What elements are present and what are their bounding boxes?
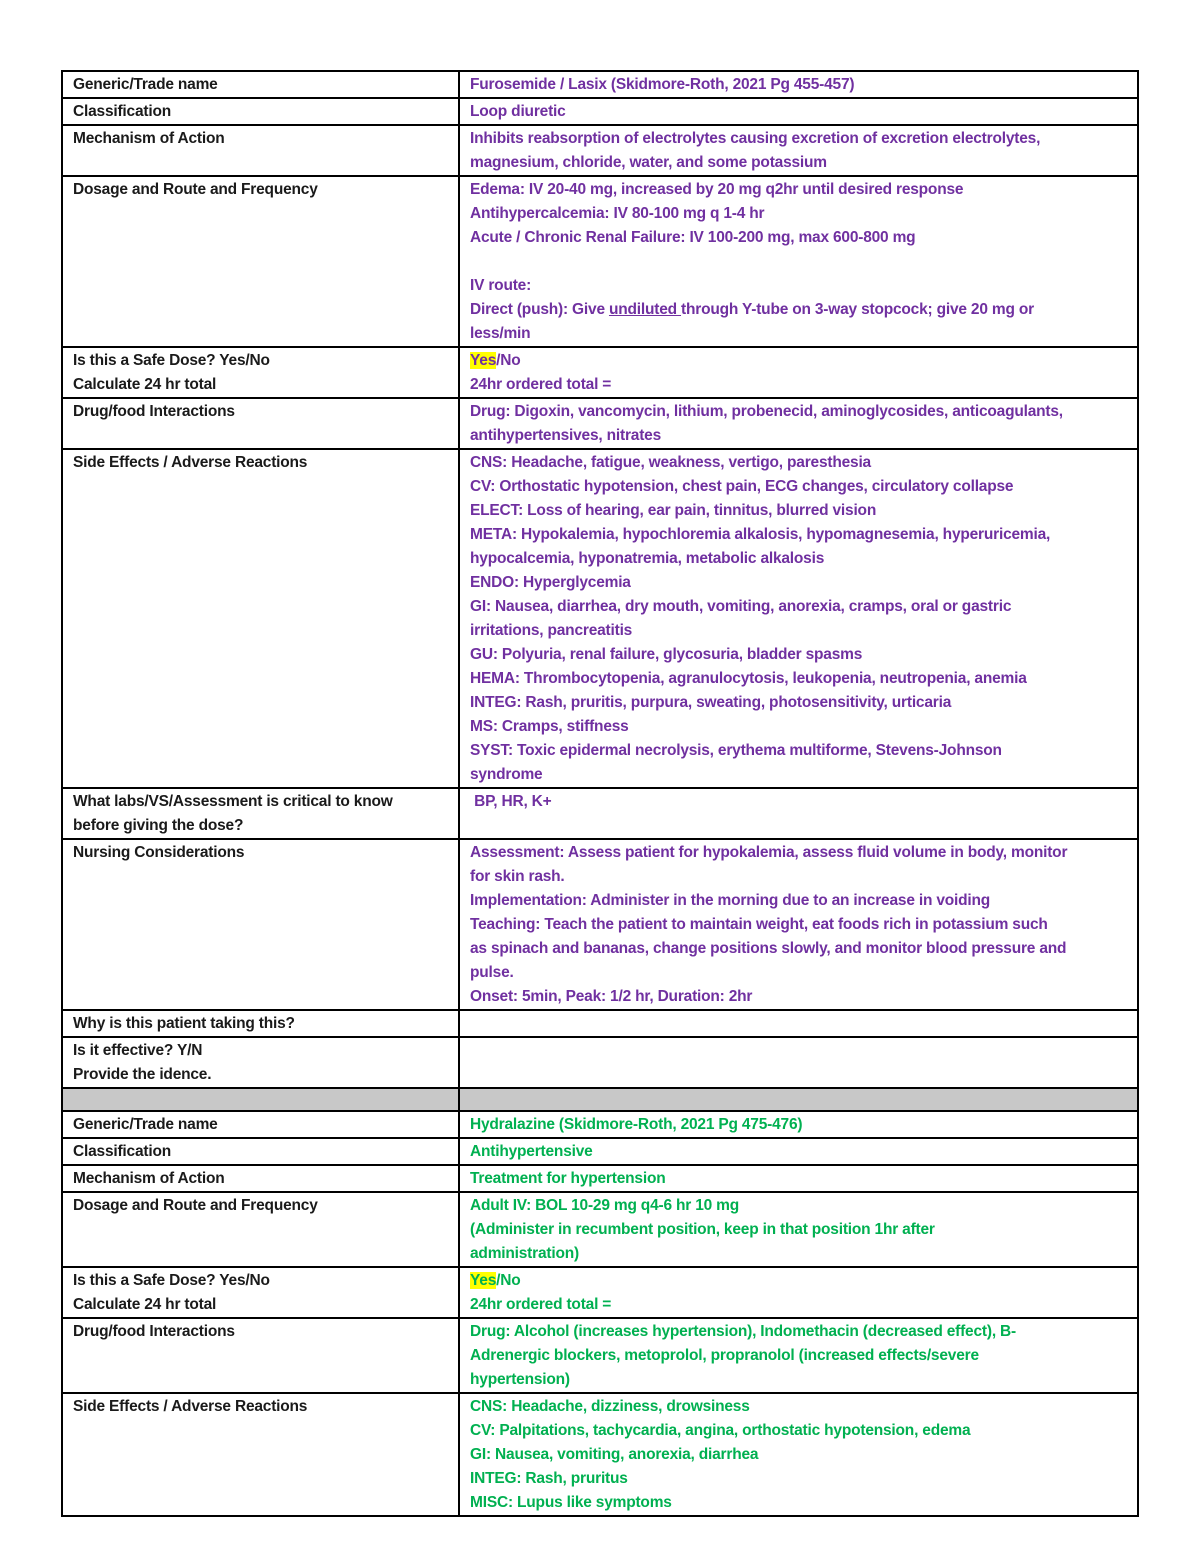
label-dosage-route-frequency: Dosage and Route and Frequency	[62, 176, 459, 347]
side-effect-line: ELECT: Loss of hearing, ear pain, tinnitus, blurred vision	[470, 502, 877, 519]
separator-cell	[62, 1088, 459, 1111]
moa-line: magnesium, chloride, water, and some potassium	[470, 154, 827, 171]
value-drug-food-interactions	[459, 1318, 1138, 1393]
value-dosage-route-frequency	[459, 1192, 1138, 1267]
no-text: /No	[496, 1272, 521, 1289]
label-classification: Classification	[62, 1138, 459, 1165]
direct-push-line-2: less/min	[470, 325, 531, 342]
label-nursing-considerations: Nursing Considerations	[62, 839, 459, 1010]
drug-card-table	[61, 70, 1139, 1517]
side-effect-line: META: Hypokalemia, hypochloremia alkalosis, hypomagnesemia, hyperuricemia,	[470, 526, 1051, 543]
value-is-effective[interactable]	[459, 1037, 1138, 1088]
interactions-line: antihypertensives, nitrates	[470, 427, 662, 444]
row-mechanism-2	[62, 1165, 1138, 1192]
row-dosage-2	[62, 1192, 1138, 1267]
label-generic-trade-name: Generic/Trade name	[62, 1111, 459, 1138]
row-side-effects-2	[62, 1393, 1138, 1516]
value-side-effects	[459, 449, 1138, 788]
separator-row	[62, 1088, 1138, 1111]
row-effective-1	[62, 1037, 1138, 1088]
labs-question-line: before giving the dose?	[73, 817, 244, 834]
nursing-line: for skin rash.	[470, 868, 565, 885]
direct-push-text: Direct (push): Give	[470, 301, 609, 318]
side-effect-line: GI: Nausea, diarrhea, dry mouth, vomiting, anorexia, cramps, oral or gastric	[470, 598, 1012, 615]
value-mechanism-of-action	[459, 125, 1138, 176]
safe-dose-answer	[470, 349, 1127, 373]
label-side-effects: Side Effects / Adverse Reactions	[62, 1393, 459, 1516]
value-nursing-considerations	[459, 839, 1138, 1010]
value-classification: Loop diuretic	[459, 98, 1138, 125]
value-mechanism-of-action: Treatment for hypertension	[459, 1165, 1138, 1192]
row-classification-1	[62, 98, 1138, 125]
row-safe-dose-1	[62, 347, 1138, 398]
dosage-line: Antihypercalcemia: IV 80-100 mg q 1-4 hr	[470, 205, 765, 222]
side-effect-line: irritations, pancreatitis	[470, 622, 633, 639]
interactions-line: Drug: Digoxin, vancomycin, lithium, probenecid, aminoglycosides, anticoagulants,	[470, 403, 1063, 420]
nursing-line: Implementation: Administer in the morning due to an increase in voiding	[470, 892, 991, 909]
nursing-line: as spinach and bananas, change positions slowly, and monitor blood pressure and	[470, 940, 1067, 957]
moa-line: Inhibits reabsorption of electrolytes causing excretion of excretion electrolytes,	[470, 130, 1041, 147]
row-dosage-1	[62, 176, 1138, 347]
value-safe-dose	[459, 1267, 1138, 1318]
yes-highlighted: Yes	[470, 1272, 497, 1289]
row-nursing-1	[62, 839, 1138, 1010]
side-effect-line: ENDO: Hyperglycemia	[470, 574, 631, 591]
undiluted-underlined-text: undiluted	[608, 301, 682, 318]
label-side-effects: Side Effects / Adverse Reactions	[62, 449, 459, 788]
value-dosage-route-frequency	[459, 176, 1138, 347]
nursing-line: Onset: 5min, Peak: 1/2 hr, Duration: 2hr	[470, 988, 753, 1005]
value-safe-dose	[459, 347, 1138, 398]
label-is-effective	[62, 1037, 459, 1088]
no-text: /No	[496, 352, 521, 369]
dosage-line: Acute / Chronic Renal Failure: IV 100-200 mg, max 600-800 mg	[470, 229, 916, 246]
dosage-line: administration)	[470, 1245, 579, 1262]
safe-dose-question: Is this a Safe Dose? Yes/No	[73, 352, 270, 369]
effective-question: Is it effective? Y/N	[73, 1042, 203, 1059]
label-drug-food-interactions: Drug/food Interactions	[62, 398, 459, 449]
nursing-line: pulse.	[470, 964, 514, 981]
interactions-line: Drug: Alcohol (increases hypertension), Indomethacin (decreased effect), B-	[470, 1323, 1016, 1340]
side-effect-line: syndrome	[470, 766, 543, 783]
direct-push-line	[470, 298, 1127, 322]
side-effect-line: HEMA: Thrombocytopenia, agranulocytosis, leukopenia, neutropenia, anemia	[470, 670, 1027, 687]
side-effect-line: GU: Polyuria, renal failure, glycosuria, bladder spasms	[470, 646, 863, 663]
value-generic-trade-name: Furosemide / Lasix (Skidmore-Roth, 2021 Pg 455-457)	[459, 71, 1138, 98]
row-generic-2	[62, 1111, 1138, 1138]
row-classification-2	[62, 1138, 1138, 1165]
interactions-line: Adrenergic blockers, metoprolol, propranolol (increased effects/severe	[470, 1347, 979, 1364]
value-classification: Antihypertensive	[459, 1138, 1138, 1165]
row-generic-1	[62, 71, 1138, 98]
row-labs-1	[62, 788, 1138, 839]
side-effect-line: CNS: Headache, fatigue, weakness, vertigo, paresthesia	[470, 454, 871, 471]
value-drug-food-interactions	[459, 398, 1138, 449]
side-effect-line: SYST: Toxic epidermal necrolysis, erythema multiforme, Stevens-Johnson	[470, 742, 1002, 759]
blank-line	[470, 250, 1127, 274]
value-generic-trade-name: Hydralazine (Skidmore-Roth, 2021 Pg 475-476)	[459, 1111, 1138, 1138]
nursing-line: Assessment: Assess patient for hypokalemia, assess fluid volume in body, monitor	[470, 844, 1068, 861]
label-generic-trade-name: Generic/Trade name	[62, 71, 459, 98]
label-safe-dose	[62, 347, 459, 398]
side-effect-line: CV: Palpitations, tachycardia, angina, orthostatic hypotension, edema	[470, 1422, 971, 1439]
nursing-line: Teaching: Teach the patient to maintain weight, eat foods rich in potassium such	[470, 916, 1048, 933]
label-mechanism-of-action: Mechanism of Action	[62, 1165, 459, 1192]
row-interactions-1	[62, 398, 1138, 449]
row-safe-dose-2	[62, 1267, 1138, 1318]
safe-dose-answer	[470, 1269, 1127, 1293]
value-side-effects	[459, 1393, 1138, 1516]
iv-route-heading: IV route:	[470, 277, 532, 294]
interactions-line: hypertension)	[470, 1371, 570, 1388]
labs-question-line: What labs/VS/Assessment is critical to know	[73, 793, 393, 810]
side-effect-line: INTEG: Rash, pruritus	[470, 1470, 628, 1487]
row-why-taking-1	[62, 1010, 1138, 1037]
label-critical-labs	[62, 788, 459, 839]
side-effect-line: CNS: Headache, dizziness, drowsiness	[470, 1398, 750, 1415]
side-effect-line: INTEG: Rash, pruritis, purpura, sweating, photosensitivity, urticaria	[470, 694, 952, 711]
direct-push-text-rest: through Y-tube on 3-way stopcock; give 20 mg or	[681, 301, 1034, 318]
label-why-taking: Why is this patient taking this?	[62, 1010, 459, 1037]
row-interactions-2	[62, 1318, 1138, 1393]
value-critical-labs: BP, HR, K+	[459, 788, 1138, 839]
label-dosage-route-frequency: Dosage and Route and Frequency	[62, 1192, 459, 1267]
side-effect-line: MS: Cramps, stiffness	[470, 718, 629, 735]
ordered-total: 24hr ordered total =	[470, 1296, 612, 1313]
row-mechanism-1	[62, 125, 1138, 176]
safe-dose-question: Is this a Safe Dose? Yes/No	[73, 1272, 270, 1289]
label-safe-dose	[62, 1267, 459, 1318]
side-effect-line: MISC: Lupus like symptoms	[470, 1494, 672, 1511]
ordered-total: 24hr ordered total =	[470, 376, 612, 393]
row-side-effects-1	[62, 449, 1138, 788]
value-why-taking[interactable]	[459, 1010, 1138, 1037]
evidence-label: Provide the idence.	[73, 1066, 212, 1083]
label-classification: Classification	[62, 98, 459, 125]
label-drug-food-interactions: Drug/food Interactions	[62, 1318, 459, 1393]
dosage-line: (Administer in recumbent position, keep in that position 1hr after	[470, 1221, 935, 1238]
label-mechanism-of-action: Mechanism of Action	[62, 125, 459, 176]
side-effect-line: hypocalcemia, hyponatremia, metabolic alkalosis	[470, 550, 825, 567]
dosage-line: Edema: IV 20-40 mg, increased by 20 mg q2hr until desired response	[470, 181, 964, 198]
dosage-line: Adult IV: BOL 10-29 mg q4-6 hr 10 mg	[470, 1197, 739, 1214]
side-effect-line: GI: Nausea, vomiting, anorexia, diarrhea	[470, 1446, 759, 1463]
side-effect-line: CV: Orthostatic hypotension, chest pain, ECG changes, circulatory collapse	[470, 478, 1014, 495]
yes-highlighted: Yes	[470, 352, 497, 369]
calculate-total-label: Calculate 24 hr total	[73, 1296, 217, 1313]
separator-cell	[459, 1088, 1138, 1111]
calculate-total-label: Calculate 24 hr total	[73, 376, 217, 393]
